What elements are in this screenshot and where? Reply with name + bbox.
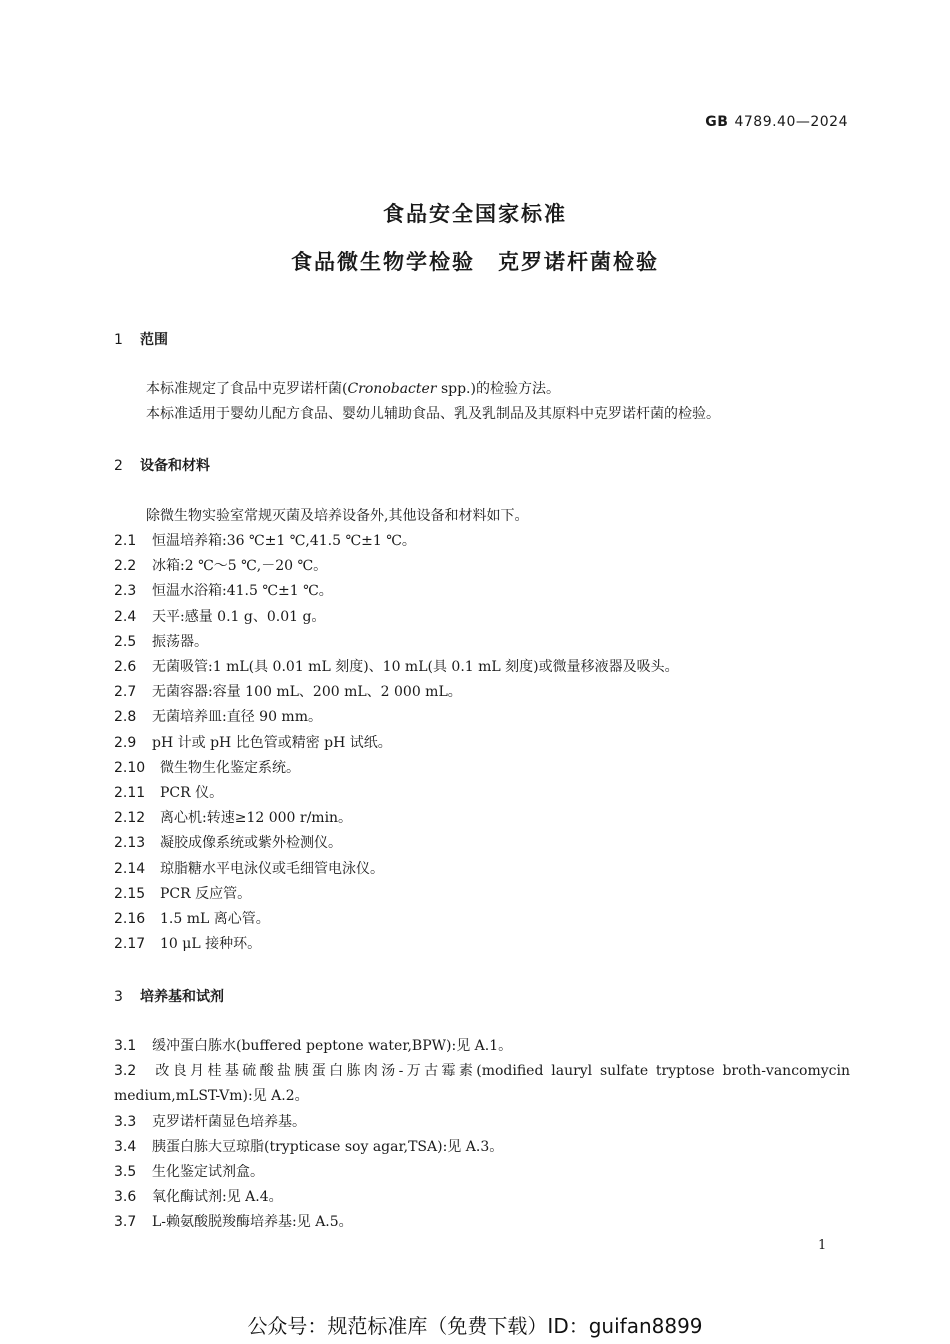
item-number: 2.8: [114, 709, 137, 726]
item-number: 2.11: [114, 785, 146, 801]
item-number: 3.2: [114, 1063, 137, 1080]
item-text: 无菌容器:容量 100 mL、200 mL、2 000 mL。: [152, 684, 462, 701]
section-title: 范围: [140, 332, 168, 348]
item-text: medium,mLST-Vm):见 A.2。: [114, 1088, 309, 1105]
list-item: [114, 1035, 512, 1055]
section-3-heading: [114, 986, 224, 1006]
section-1-heading: [114, 329, 168, 349]
item-number: 3.4: [114, 1138, 137, 1155]
item-text: 生化鉴定试剂盒。: [152, 1164, 264, 1180]
list-item: [114, 1161, 264, 1181]
list-item: [114, 530, 416, 550]
item-text: 1.5 mL 离心管。: [160, 911, 270, 927]
scope-paragraph-2: 本标准适用于婴幼儿配方食品、婴幼儿辅助食品、乳及乳制品及其原料中克罗诺杆菌的检验。: [146, 406, 720, 422]
main-title: 食品安全国家标准: [383, 202, 567, 226]
item-text: PCR 反应管。: [160, 885, 252, 902]
item-number: 2.10: [114, 759, 146, 776]
item-text: 胰蛋白胨大豆琼脂(trypticase soy agar,TSA):见 A.3。: [152, 1138, 504, 1155]
page-number: 1: [818, 1238, 827, 1253]
list-item: [114, 656, 679, 676]
list-item: [114, 858, 384, 878]
item-number: 2.17: [114, 936, 146, 953]
item-number: 2.16: [114, 911, 146, 927]
list-item: [114, 606, 325, 626]
list-item: [114, 1085, 309, 1105]
standard-code: [705, 114, 848, 130]
item-number: 3.1: [114, 1038, 137, 1054]
item-number: 2.15: [114, 885, 146, 902]
list-item: [114, 782, 223, 802]
sub-title: 食品微生物学检验 克罗诺杆菌检验: [291, 250, 659, 274]
list-item: [114, 1211, 353, 1231]
list-item: [114, 933, 261, 953]
item-number: 2.14: [114, 860, 146, 877]
item-number: 3.3: [114, 1113, 137, 1130]
list-item: [114, 807, 352, 827]
item-text: 凝胶成像系统或紫外检测仪。: [160, 835, 342, 852]
footer-watermark: 公众号：规范标准库（免费下载）ID：guifan8899: [247, 1314, 703, 1338]
item-text: pH 计或 pH 比色管或精密 pH 试纸。: [152, 734, 392, 751]
item-number: 2.5: [114, 633, 137, 650]
item-text: 冰箱:2 ℃～5 ℃,－20 ℃。: [152, 558, 328, 575]
item-text: 无菌培养皿:直径 90 mm。: [152, 709, 322, 726]
item-number: 2.3: [114, 583, 137, 600]
item-text: 改良月桂基硫酸盐胰蛋白胨肉汤-万古霉素(modified lauryl sulfate tryptose broth-vancomycin: [152, 1063, 850, 1080]
list-item: [114, 908, 270, 928]
list-item: [114, 757, 300, 777]
standard-code-prefix: GB: [705, 114, 729, 130]
list-item: [114, 732, 392, 752]
item-text: 天平:感量 0.1 g、0.01 g。: [152, 608, 326, 625]
item-text: 克罗诺杆菌显色培养基。: [152, 1113, 306, 1130]
genus-name: Cronobacter: [347, 381, 437, 397]
section-number: 2: [114, 458, 123, 474]
list-item: [114, 580, 333, 600]
section-2-heading: [114, 455, 210, 475]
item-text: 氧化酶试剂:见 A.4。: [152, 1189, 283, 1206]
item-number: 2.12: [114, 810, 146, 827]
list-item: [114, 883, 251, 903]
item-number: 2.9: [114, 734, 137, 751]
section-title: 设备和材料: [140, 458, 210, 474]
item-text: 琼脂糖水平电泳仪或毛细管电泳仪。: [160, 860, 384, 877]
item-text: 恒温培养箱:36 ℃±1 ℃,41.5 ℃±1 ℃。: [152, 533, 416, 549]
item-text: 离心机:转速≥12 000 r/min。: [160, 810, 353, 827]
list-item: [114, 631, 208, 651]
list-item: [114, 1136, 503, 1156]
list-item: [114, 1111, 306, 1131]
item-number: 3.7: [114, 1214, 137, 1231]
equipment-intro: 除微生物实验室常规灭菌及培养设备外,其他设备和材料如下。: [146, 508, 529, 524]
list-item: [114, 832, 342, 852]
section-number: 3: [114, 989, 123, 1005]
item-number: 2.7: [114, 684, 137, 701]
item-number: 3.5: [114, 1164, 137, 1180]
item-number: 2.6: [114, 659, 137, 675]
list-item: [114, 1060, 850, 1080]
item-number: 2.2: [114, 558, 137, 575]
item-text: L-赖氨酸脱羧酶培养基:见 A.5。: [152, 1214, 353, 1231]
list-item: [114, 555, 327, 575]
standard-code-number: 4789.40—2024: [734, 114, 848, 130]
item-number: 2.13: [114, 835, 146, 852]
item-text: PCR 仪。: [160, 785, 224, 801]
scope-paragraph-1: 本标准规定了食品中克罗诺杆菌(Cronobacter spp.)的检验方法。: [146, 381, 560, 397]
section-number: 1: [114, 332, 123, 348]
item-number: 3.6: [114, 1189, 137, 1206]
item-text: 振荡器。: [152, 633, 208, 650]
list-item: [114, 1186, 283, 1206]
item-text: 微生物生化鉴定系统。: [160, 759, 300, 776]
item-text: 恒温水浴箱:41.5 ℃±1 ℃。: [152, 583, 333, 600]
list-item: [114, 681, 462, 701]
list-item: [114, 706, 322, 726]
item-text: 无菌吸管:1 mL(具 0.01 mL 刻度)、10 mL(具 0.1 mL 刻度)或微量移液器及吸头。: [152, 659, 679, 675]
item-text: 10 μL 接种环。: [160, 936, 262, 953]
item-number: 2.4: [114, 608, 137, 625]
section-title: 培养基和试剂: [140, 989, 224, 1005]
item-number: 2.1: [114, 533, 137, 549]
item-text: 缓冲蛋白胨水(buffered peptone water,BPW):见 A.1。: [152, 1038, 513, 1054]
